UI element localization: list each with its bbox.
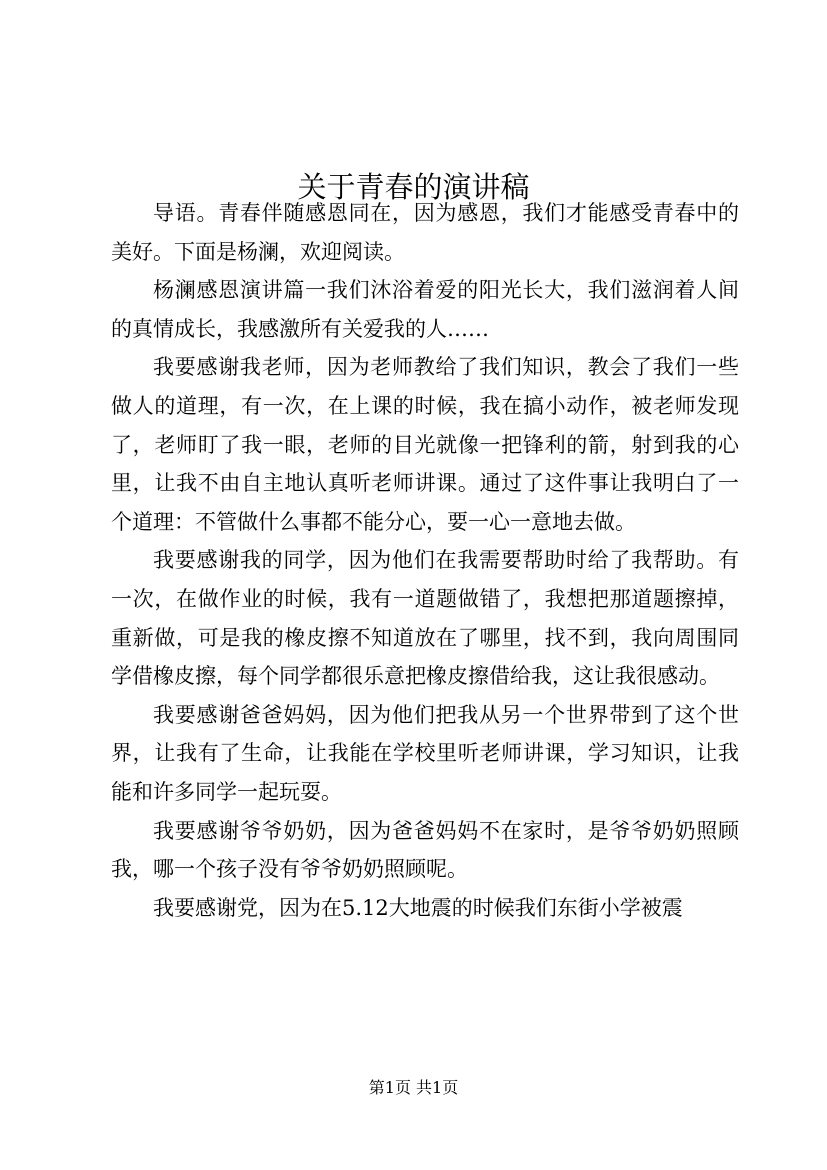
- paragraph-thank-party: 我要感谢党，因为在5.12大地震的时候我们东街小学被震: [153, 895, 683, 920]
- paragraph-thank-teacher: 我要感谢我老师，因为老师教给了我们知识，教会了我们一些做人的道理，有一次，在上课的时候，我在搞小动作，被老师发现了，老师盯了我一眼，老师的目光就像一把锋利的箭，射到我的心里，让我不由自主地认真听老师讲课。通过了这件事让我明白了一个道理：不管做什么事都不能分心，要一心一意地去做。: [111, 355, 739, 534]
- document-body: [111, 194, 739, 927]
- paragraph-thank-classmates: 我要感谢我的同学，因为他们在我需要帮助时给了我帮助。有一次，在做作业的时候，我有一道题做错了，我想把那道题擦掉，重新做，可是我的橡皮擦不知道放在了哪里，找不到，我向周围同学借橡皮擦，每个同学都很乐意把橡皮擦借给我，这让我很感动。: [111, 548, 739, 689]
- paragraph-thank-parents: 我要感谢爸爸妈妈，因为他们把我从另一个世界带到了这个世界，让我有了生命，让我能在学校里听老师讲课，学习知识，让我能和许多同学一起玩耍。: [111, 702, 739, 804]
- paragraph-thank-grandparents: 我要感谢爷爷奶奶，因为爸爸妈妈不在家时，是爷爷奶奶照顾我，哪一个孩子没有爷爷奶奶照顾呢。: [111, 818, 739, 882]
- paragraph-speech-opening: 杨澜感恩演讲篇一我们沐浴着爱的阳光长大，我们滋润着人间的真情成长，我感激所有关爱我的人……: [111, 278, 739, 341]
- paragraph-intro: 导语。青春伴随感恩同在，因为感恩，我们才能感受青春中的美好。下面是杨澜，欢迎阅读。: [111, 201, 739, 264]
- document-title: 关于青春的演讲稿: [297, 170, 530, 205]
- page-number-footer: 第1页 共1页: [368, 1078, 459, 1097]
